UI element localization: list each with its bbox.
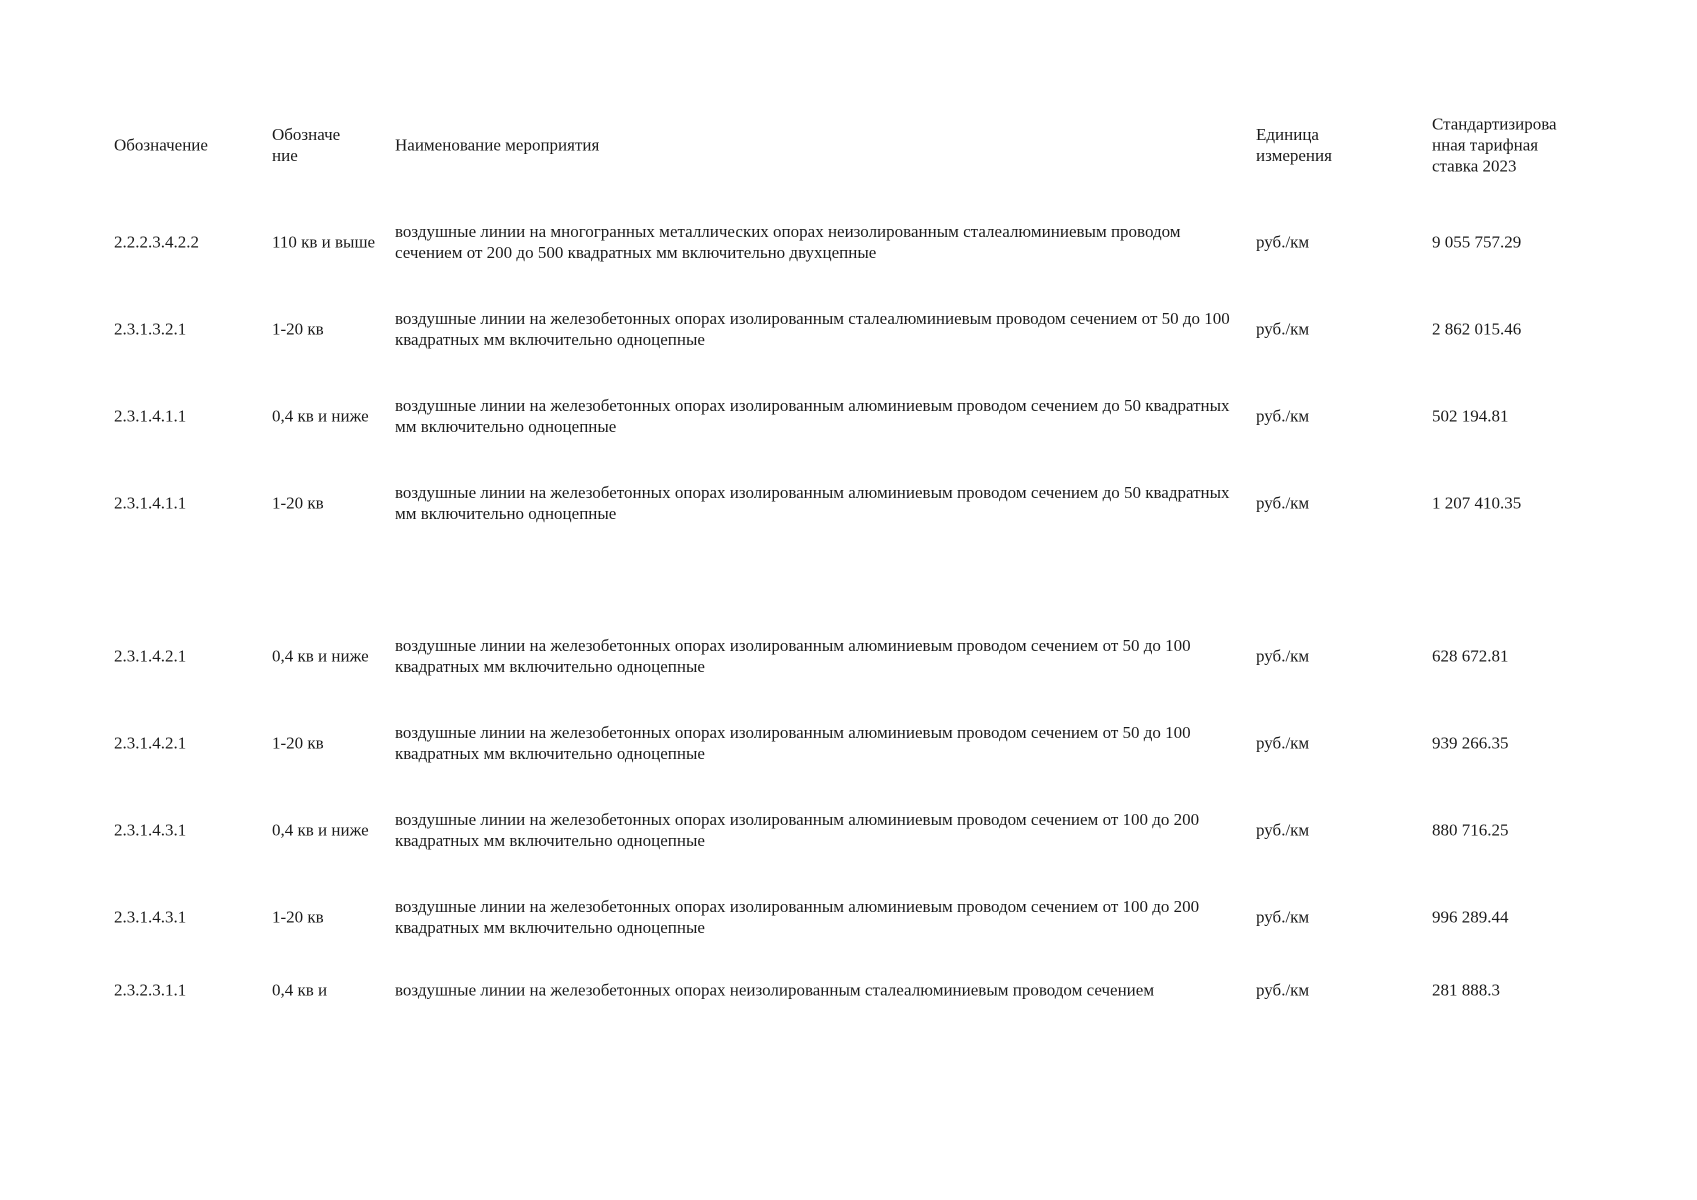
row-code: 2.3.1.3.2.1 <box>114 319 187 339</box>
row-voltage: 0,4 кв и ниже <box>272 820 369 840</box>
header-code: Обозначение <box>114 135 208 155</box>
table-row <box>0 307 1697 351</box>
row-voltage: 1-20 кв <box>272 493 324 513</box>
header-unit: Единица измерения <box>1256 125 1332 165</box>
row-unit: руб./км <box>1256 493 1310 513</box>
row-voltage: 1-20 кв <box>272 733 324 753</box>
row-rate: 502 194.81 <box>1432 406 1509 426</box>
row-code: 2.3.1.4.2.1 <box>114 733 187 753</box>
row-name: воздушные линии на железобетонных опорах изолированным сталеалюминиевым проводом сечением от 50 до 100 квадратных мм включительно одноцепные <box>395 309 1230 349</box>
row-code: 2.3.1.4.3.1 <box>114 820 187 840</box>
row-voltage: 1-20 кв <box>272 319 324 339</box>
table-row <box>0 721 1697 765</box>
table-row <box>0 634 1697 678</box>
row-name: воздушные линии на железобетонных опорах изолированным алюминиевым проводом сечением от 100 до 200 квадратных мм включительно одноцепные <box>395 810 1200 850</box>
row-unit: руб./км <box>1256 980 1310 1000</box>
row-unit: руб./км <box>1256 232 1310 252</box>
row-name: воздушные линии на железобетонных опорах неизолированным сталеалюминиевым проводом сечением <box>395 980 1155 1000</box>
row-code: 2.3.1.4.1.1 <box>114 406 187 426</box>
row-voltage: 1-20 кв <box>272 907 324 927</box>
row-name: воздушные линии на железобетонных опорах изолированным алюминиевым проводом сечением от 50 до 100 квадратных мм включительно одноцепные <box>395 723 1191 763</box>
row-code: 2.3.1.4.2.1 <box>114 646 187 666</box>
row-rate: 880 716.25 <box>1432 820 1509 840</box>
row-voltage: 0,4 кв и ниже <box>272 646 369 666</box>
row-rate: 9 055 757.29 <box>1432 232 1522 252</box>
row-rate: 996 289.44 <box>1432 907 1509 927</box>
table-row <box>0 808 1697 852</box>
row-voltage: 110 кв и выше <box>272 232 376 252</box>
row-code: 2.3.1.4.3.1 <box>114 907 187 927</box>
row-rate: 2 862 015.46 <box>1432 319 1522 339</box>
header-name: Наименование мероприятия <box>395 135 600 155</box>
row-voltage: 0,4 кв и <box>272 980 328 1000</box>
header-voltage: Обозначе ние <box>272 125 341 165</box>
row-unit: руб./км <box>1256 646 1310 666</box>
row-rate: 1 207 410.35 <box>1432 493 1522 513</box>
row-unit: руб./км <box>1256 319 1310 339</box>
row-unit: руб./км <box>1256 907 1310 927</box>
row-name: воздушные линии на железобетонных опорах изолированным алюминиевым проводом сечением до 50 квадратных мм включительно одноцепные <box>395 396 1230 436</box>
table-row <box>0 220 1697 264</box>
row-code: 2.2.2.3.4.2.2 <box>114 232 199 252</box>
row-rate: 939 266.35 <box>1432 733 1509 753</box>
row-unit: руб./км <box>1256 406 1310 426</box>
row-name: воздушные линии на железобетонных опорах изолированным алюминиевым проводом сечением от 100 до 200 квадратных мм включительно одноцепные <box>395 897 1200 937</box>
table-row <box>0 394 1697 438</box>
row-code: 2.3.2.3.1.1 <box>114 980 187 1000</box>
row-code: 2.3.1.4.1.1 <box>114 493 187 513</box>
header-rate: Стандартизирова нная тарифная ставка 2023 <box>1432 114 1557 176</box>
row-rate: 281 888.3 <box>1432 980 1500 1000</box>
table-row <box>0 895 1697 939</box>
row-unit: руб./км <box>1256 820 1310 840</box>
table-row <box>0 481 1697 525</box>
row-name: воздушные линии на многогранных металлических опорах неизолированным сталеалюминиевым проводом сечением от 200 до 500 квадратных мм включительно двухцепные <box>395 222 1181 262</box>
table-row <box>0 978 1697 1002</box>
table-header <box>0 105 1697 185</box>
row-voltage: 0,4 кв и ниже <box>272 406 369 426</box>
row-name: воздушные линии на железобетонных опорах изолированным алюминиевым проводом сечением до 50 квадратных мм включительно одноцепные <box>395 483 1230 523</box>
row-unit: руб./км <box>1256 733 1310 753</box>
row-rate: 628 672.81 <box>1432 646 1509 666</box>
row-name: воздушные линии на железобетонных опорах изолированным алюминиевым проводом сечением от 50 до 100 квадратных мм включительно одноцепные <box>395 636 1191 676</box>
